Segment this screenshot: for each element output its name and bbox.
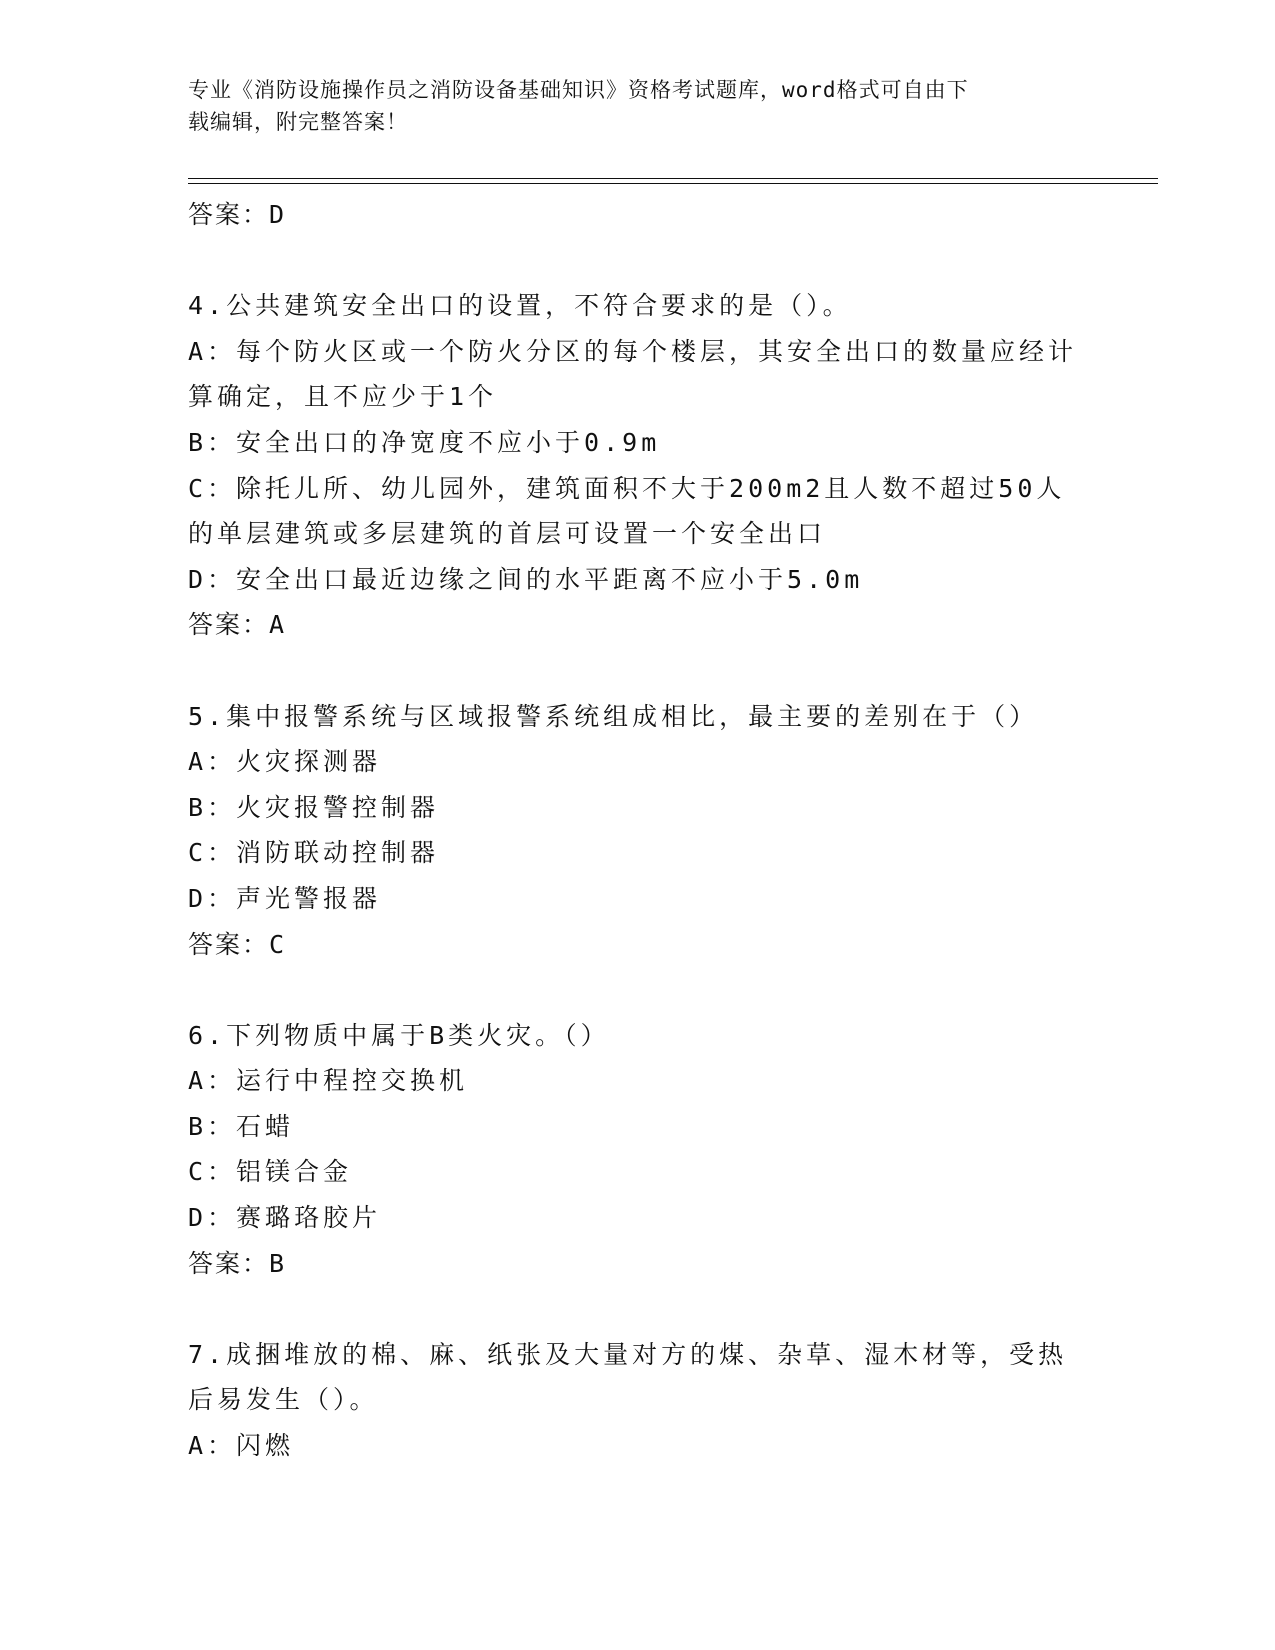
question-list	[188, 192, 1088, 1469]
question-block	[188, 1332, 1088, 1469]
option-a: A：运行中程控交换机	[188, 1066, 469, 1096]
page-header	[188, 74, 1068, 138]
question-block	[188, 1013, 1088, 1287]
spacer	[188, 648, 1088, 694]
option-a-continued: 算确定，且不应少于1个	[188, 382, 498, 412]
option-b: B：火灾报警控制器	[188, 792, 440, 822]
answer-line: 答案：D	[188, 200, 287, 229]
question-stem: 6.下列物质中属于B类火灾。（）	[188, 1020, 610, 1050]
question-block	[188, 694, 1088, 968]
header-divider-bottom	[188, 183, 1158, 184]
option-c: C：消防联动控制器	[188, 838, 440, 868]
option-c: C：除托儿所、幼儿园外，建筑面积不大于200m2且人数不超过50人	[188, 473, 1066, 503]
option-a: A：闪燃	[188, 1431, 295, 1461]
option-c-continued: 的单层建筑或多层建筑的首层可设置一个安全出口	[188, 519, 827, 549]
option-d: D：声光警报器	[188, 883, 382, 913]
header-divider-top	[188, 178, 1158, 179]
question-block	[188, 283, 1088, 648]
option-b: B：安全出口的净宽度不应小于0.9m	[188, 427, 661, 457]
option-b: B：石蜡	[188, 1111, 295, 1141]
option-a: A：火灾探测器	[188, 747, 382, 777]
spacer	[188, 238, 1088, 284]
header-line-2: 载编辑，附完整答案！	[188, 110, 408, 134]
question-stem: 5.集中报警系统与区域报警系统组成相比，最主要的差别在于（）	[188, 701, 1039, 731]
answer-line: 答案：C	[188, 929, 287, 959]
spacer	[188, 967, 1088, 1013]
answer-line: 答案：A	[188, 610, 287, 640]
question-stem-continued: 后易发生（）。	[188, 1385, 379, 1415]
header-line-1: 专业《消防设施操作员之消防设备基础知识》资格考试题库，word格式可自由下	[188, 78, 969, 102]
option-d: D：安全出口最近边缘之间的水平距离不应小于5.0m	[188, 564, 864, 594]
option-a: A：每个防火区或一个防火分区的每个楼层，其安全出口的数量应经计	[188, 336, 1078, 366]
spacer	[188, 1286, 1088, 1332]
question-stem: 7.成捆堆放的棉、麻、纸张及大量对方的煤、杂草、湿木材等，受热	[188, 1339, 1068, 1369]
answer-line: 答案：B	[188, 1248, 287, 1278]
option-c: C：铝镁合金	[188, 1157, 353, 1187]
option-d: D：赛璐珞胶片	[188, 1203, 382, 1233]
question-stem: 4.公共建筑安全出口的设置，不符合要求的是（）。	[188, 291, 852, 321]
